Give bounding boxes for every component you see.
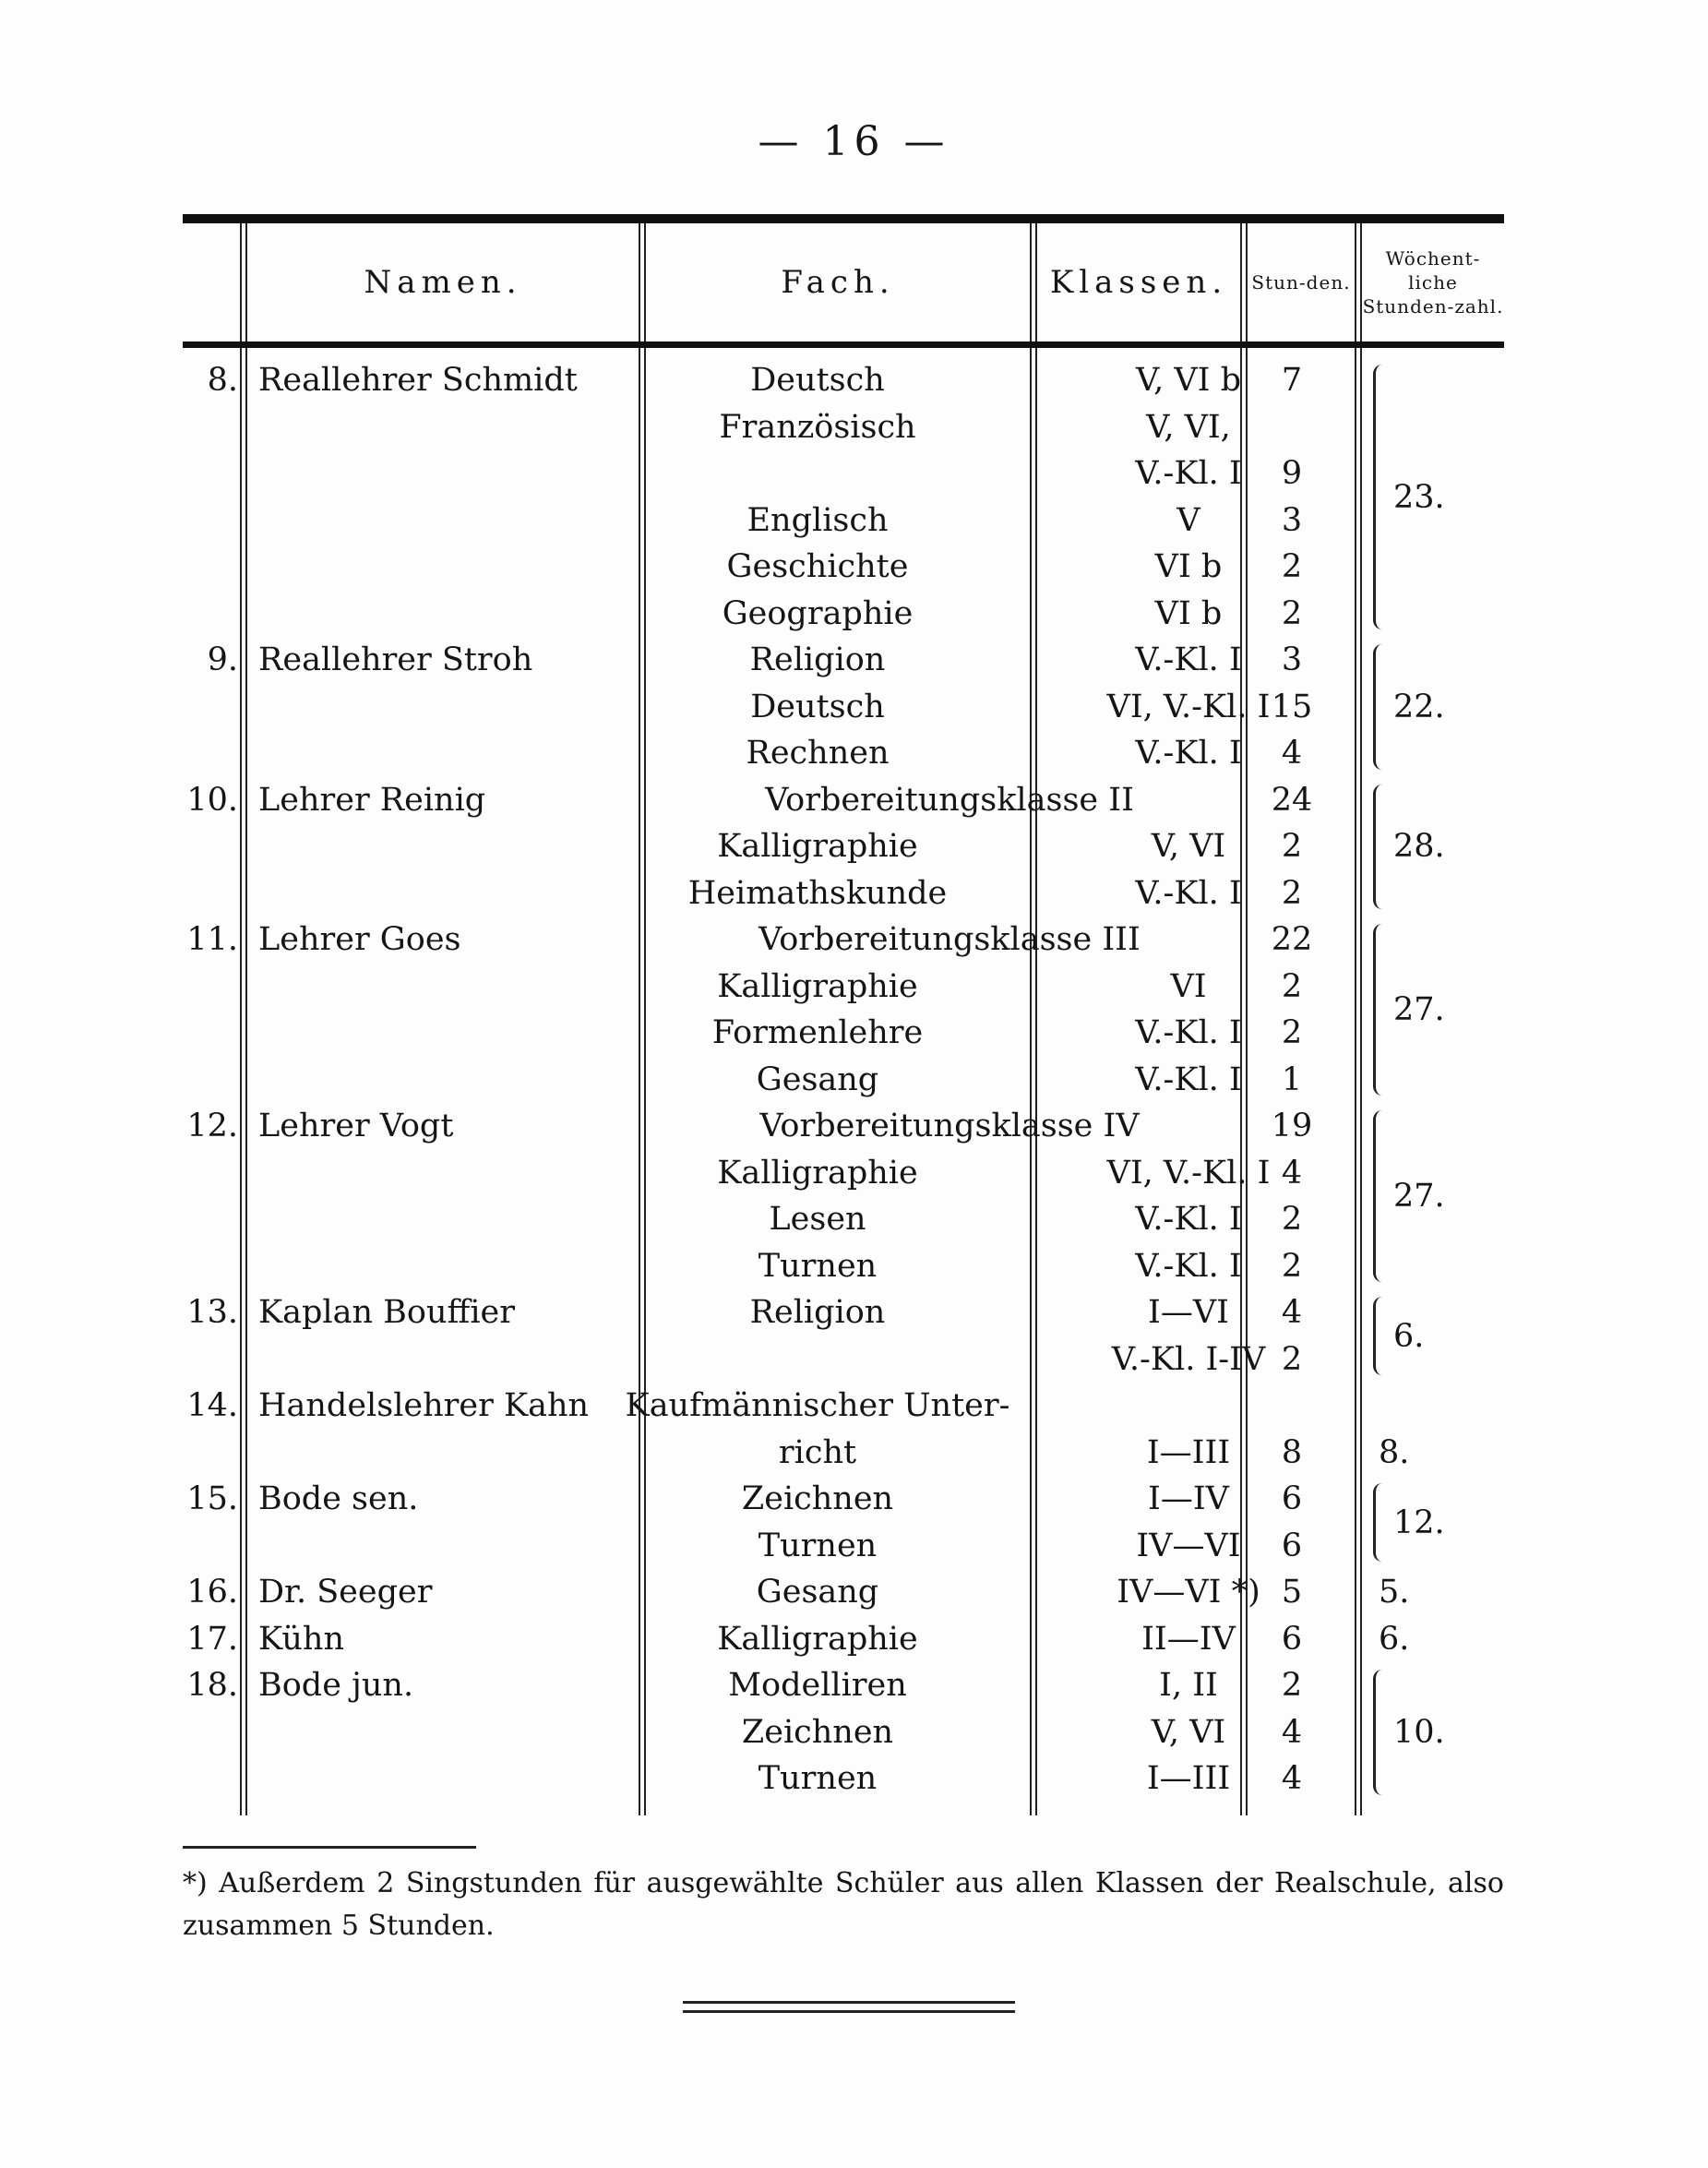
table-row — [183, 544, 1504, 590]
subject: Gesang — [756, 1574, 879, 1611]
teacher-name: Kühn — [258, 1620, 345, 1658]
table-row — [183, 1430, 1504, 1476]
table-row — [183, 450, 1504, 497]
hours: 15 — [1271, 688, 1313, 725]
table-row — [183, 1243, 1504, 1289]
row-number: 14. — [186, 1387, 238, 1424]
page-number: — 16 — — [758, 118, 950, 165]
table-row — [183, 1755, 1504, 1802]
classes: V.-Kl. I — [1135, 735, 1242, 772]
weekly-total: 8. — [1379, 1433, 1410, 1471]
subject: Vorbereitungsklasse IV — [759, 1108, 1140, 1144]
hours: 24 — [1271, 781, 1313, 819]
footnote: *) Außerdem 2 Singstunden für ausgewählte Schüler aus allen Klassen der Realschule, also zusammen 5 Stunden. — [183, 1867, 1504, 1942]
subject: richt — [778, 1433, 857, 1471]
hours: 4 — [1281, 1760, 1303, 1797]
subject: Geographie — [722, 594, 914, 632]
subject: Religion — [749, 641, 886, 678]
classes: I, II — [1159, 1667, 1218, 1704]
table-top-rule — [183, 214, 1504, 223]
group-brace — [1373, 644, 1392, 770]
weekly-total: 22. — [1393, 688, 1445, 725]
table-row — [183, 870, 1504, 916]
hours: 2 — [1281, 1247, 1303, 1285]
subject: Kaufmännischer Unter- — [625, 1387, 1010, 1424]
table-row — [183, 404, 1504, 450]
classes: I—IV — [1148, 1480, 1229, 1517]
subject: Kalligraphie — [717, 1620, 918, 1658]
group-brace — [1373, 1110, 1392, 1282]
hours: 2 — [1281, 1667, 1303, 1704]
table-row — [183, 1150, 1504, 1196]
hours: 6 — [1281, 1480, 1303, 1517]
teacher-schedule-table — [183, 214, 1504, 1815]
header-fach: Fach. — [781, 264, 895, 301]
row-number: 15. — [186, 1480, 238, 1517]
group-brace — [1373, 785, 1392, 910]
hours: 2 — [1281, 594, 1303, 632]
hours: 2 — [1281, 548, 1303, 585]
end-rule-bottom — [683, 2010, 1015, 2013]
weekly-total: 23. — [1393, 478, 1445, 516]
hours: 2 — [1281, 967, 1303, 1005]
header-stunden: Stun-den. — [1251, 271, 1351, 293]
teacher-name: Bode sen. — [258, 1480, 419, 1517]
table-row — [183, 1383, 1504, 1429]
table-row — [183, 684, 1504, 730]
weekly-total: 10. — [1393, 1713, 1445, 1751]
group-brace — [1373, 924, 1392, 1096]
table-row — [183, 1523, 1504, 1569]
group-brace — [1373, 365, 1392, 629]
classes: V.-Kl. I — [1135, 455, 1242, 492]
hours: 2 — [1281, 1201, 1303, 1238]
teacher-name: Lehrer Vogt — [258, 1108, 454, 1144]
classes: V, VI — [1151, 1713, 1226, 1751]
hours: 5 — [1281, 1574, 1303, 1611]
teacher-name: Reallehrer Schmidt — [258, 362, 578, 399]
subject: Formenlehre — [711, 1014, 924, 1051]
subject: Geschichte — [726, 548, 909, 585]
classes: V, VI — [1151, 828, 1226, 865]
hours: 1 — [1281, 1060, 1303, 1098]
hours: 3 — [1281, 501, 1303, 539]
row-number: 10. — [186, 781, 238, 819]
footnote-rule — [183, 1846, 476, 1849]
hours: 7 — [1281, 362, 1303, 399]
teacher-name: Kaplan Bouffier — [258, 1294, 515, 1331]
subject: Modelliren — [728, 1667, 907, 1704]
table-row — [183, 777, 1504, 823]
row-number: 9. — [207, 641, 238, 678]
subject: Heimathskunde — [687, 874, 948, 912]
classes: IV—VI *) — [1117, 1574, 1260, 1611]
table-row — [183, 1103, 1504, 1149]
weekly-total: 5. — [1379, 1574, 1410, 1611]
classes: I—III — [1146, 1433, 1231, 1471]
classes: V — [1176, 501, 1200, 539]
classes: V.-Kl. I — [1135, 874, 1242, 912]
group-brace — [1373, 1670, 1392, 1795]
header-woechentliche-stundenzahl: Wöchent-liche Stunden-zahl. — [1362, 247, 1504, 317]
hours: 4 — [1281, 1713, 1303, 1751]
subject: Deutsch — [750, 688, 885, 725]
classes: V.-Kl. I — [1135, 1247, 1242, 1285]
subject: Turnen — [758, 1247, 878, 1285]
subject: Kalligraphie — [717, 967, 918, 1005]
hours: 6 — [1281, 1527, 1303, 1564]
teacher-name: Bode jun. — [258, 1667, 414, 1704]
subject: Kalligraphie — [717, 828, 918, 865]
hours: 6 — [1281, 1620, 1303, 1658]
classes: V, VI b — [1135, 362, 1242, 399]
teacher-name: Lehrer Goes — [258, 921, 461, 958]
subject: Vorbereitungsklasse II — [765, 781, 1134, 819]
subject: Turnen — [758, 1527, 878, 1564]
classes: V.-Kl. I — [1135, 1201, 1242, 1238]
subject: Zeichnen — [741, 1713, 894, 1751]
subject: Lesen — [769, 1201, 866, 1238]
table-row — [183, 1476, 1504, 1522]
subject: Religion — [749, 1294, 886, 1331]
subject: Kalligraphie — [717, 1154, 918, 1192]
table-row — [183, 916, 1504, 963]
weekly-total: 27. — [1393, 1178, 1445, 1215]
subject: Zeichnen — [741, 1480, 894, 1517]
teacher-name: Reallehrer Stroh — [258, 641, 533, 678]
teacher-name: Handelslehrer Kahn — [258, 1387, 590, 1424]
classes: I—VI — [1148, 1294, 1229, 1331]
weekly-total: 12. — [1393, 1503, 1445, 1541]
table-row — [183, 1196, 1504, 1242]
table-row — [183, 637, 1504, 683]
table-row — [183, 591, 1504, 637]
weekly-total: 6. — [1379, 1620, 1410, 1658]
table-row — [183, 357, 1504, 403]
classes: VI b — [1154, 594, 1223, 632]
table-row — [183, 823, 1504, 869]
weekly-total: 28. — [1393, 828, 1445, 866]
table-row — [183, 1057, 1504, 1103]
subject: Turnen — [758, 1760, 878, 1797]
weekly-total: 27. — [1393, 991, 1445, 1028]
table-row — [183, 1709, 1504, 1755]
subject: Rechnen — [746, 735, 890, 772]
subject: Gesang — [756, 1060, 879, 1098]
table-row — [183, 730, 1504, 776]
teacher-name: Lehrer Reinig — [258, 781, 486, 819]
hours: 2 — [1281, 1014, 1303, 1051]
classes: VI — [1170, 967, 1207, 1005]
teacher-name: Dr. Seeger — [258, 1574, 433, 1611]
row-number: 12. — [186, 1108, 238, 1144]
hours: 22 — [1271, 921, 1313, 958]
table-row — [183, 1336, 1504, 1383]
table-row — [183, 964, 1504, 1010]
hours: 4 — [1281, 1294, 1303, 1331]
table-header — [183, 223, 1504, 341]
classes: V.-Kl. I-IV — [1111, 1340, 1266, 1378]
classes: IV—VI — [1136, 1527, 1241, 1564]
end-rule-top — [683, 2001, 1015, 2004]
subject: Französisch — [719, 408, 916, 446]
hours: 8 — [1281, 1433, 1303, 1471]
table-row — [183, 1289, 1504, 1336]
table-row — [183, 1569, 1504, 1615]
table-row — [183, 497, 1504, 544]
table-header-rule — [183, 341, 1504, 348]
hours: 3 — [1281, 641, 1303, 678]
group-brace — [1373, 1483, 1392, 1562]
classes: V.-Kl. I — [1135, 1060, 1242, 1098]
row-number: 11. — [186, 921, 238, 958]
hours: 4 — [1281, 1154, 1303, 1192]
classes: I—III — [1146, 1760, 1231, 1797]
subject: Englisch — [747, 501, 889, 539]
hours: 9 — [1281, 455, 1303, 492]
row-number: 16. — [186, 1574, 238, 1611]
hours: 2 — [1281, 828, 1303, 865]
hours: 4 — [1281, 735, 1303, 772]
table-row — [183, 1616, 1504, 1662]
weekly-total: 6. — [1393, 1317, 1425, 1355]
classes: V.-Kl. I — [1135, 1014, 1242, 1051]
classes: VI, V.-Kl. I — [1106, 688, 1271, 725]
row-number: 8. — [207, 362, 238, 399]
header-namen: Namen. — [364, 264, 522, 301]
classes: V.-Kl. I — [1135, 641, 1242, 678]
table-row — [183, 1010, 1504, 1056]
subject: Deutsch — [750, 362, 885, 399]
classes: V, VI, — [1146, 408, 1231, 446]
table-body — [183, 348, 1504, 1815]
subject: Vorbereitungsklasse III — [758, 921, 1141, 958]
header-klassen: Klassen. — [1049, 264, 1228, 301]
row-number: 18. — [186, 1667, 238, 1704]
group-brace — [1373, 1297, 1392, 1375]
row-number: 17. — [186, 1620, 238, 1658]
table-row — [183, 1662, 1504, 1708]
classes: VI b — [1154, 548, 1223, 585]
classes: II—IV — [1141, 1620, 1236, 1658]
hours: 19 — [1271, 1108, 1313, 1144]
hours: 2 — [1281, 1340, 1303, 1378]
hours: 2 — [1281, 874, 1303, 912]
classes: VI, V.-Kl. I — [1106, 1154, 1271, 1192]
row-number: 13. — [186, 1294, 238, 1331]
